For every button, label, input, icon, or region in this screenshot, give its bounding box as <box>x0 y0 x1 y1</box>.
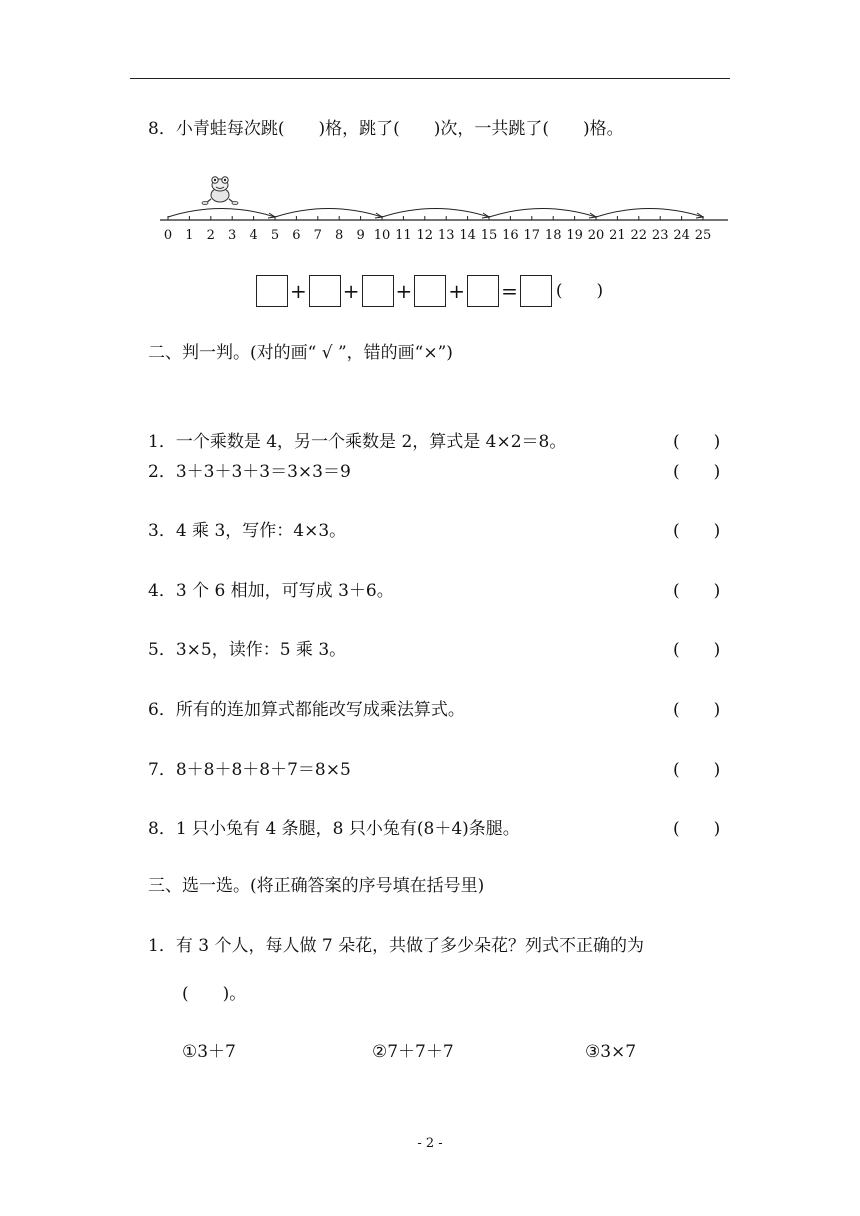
header-rule <box>130 78 730 79</box>
number-line <box>150 165 740 247</box>
tick-label: 6 <box>292 228 301 243</box>
tick-label: 7 <box>313 228 322 243</box>
jump-arc <box>275 209 382 218</box>
tick-label: 5 <box>270 228 280 243</box>
judge-answer-paren[interactable]: ( ) <box>673 581 721 601</box>
judge-answer-paren[interactable]: ( ) <box>673 700 721 720</box>
judge-item: 8．1 只小兔有 4 条腿，8 只小兔有(8＋4)条腿。 <box>148 819 520 839</box>
tick-label: 22 <box>630 228 648 243</box>
answer-box-5[interactable] <box>467 275 499 307</box>
option-3[interactable]: ③3×7 <box>585 1042 637 1062</box>
tick-label: 9 <box>356 228 365 243</box>
s3-q1-line1: 1．有 3 个人，每人做 7 朵花，共做了多少朵花？列式不正确的为 <box>148 936 645 956</box>
answer-box-4[interactable] <box>414 275 446 307</box>
judge-item: 1．一个乘数是 4，另一个乘数是 2，算式是 4×2＝8。 <box>148 432 567 452</box>
judge-item: 4．3 个 6 相加，可写成 3＋6。 <box>148 581 394 601</box>
jump-arc <box>168 209 275 218</box>
tick-label: 16 <box>502 228 519 243</box>
tick-label: 21 <box>609 228 626 243</box>
tick-label: 14 <box>459 228 476 243</box>
equation-row <box>256 273 603 309</box>
frog-icon <box>202 177 238 205</box>
plus-sign: + <box>395 279 413 303</box>
tick-label: 25 <box>694 228 712 243</box>
tick-label: 24 <box>673 228 690 243</box>
judge-answer-paren[interactable]: ( ) <box>673 521 721 541</box>
tick-label: 15 <box>480 228 498 243</box>
section2-title: 二、判一判。(对的画“ √ ”，错的画“×”) <box>148 343 453 363</box>
tick-label: 3 <box>228 228 237 243</box>
judge-answer-paren[interactable]: ( ) <box>673 640 721 660</box>
answer-box-1[interactable] <box>256 275 288 307</box>
judge-answer-paren[interactable]: ( ) <box>673 432 721 452</box>
plus-sign: + <box>342 279 360 303</box>
tick-label: 18 <box>544 228 562 243</box>
plus-sign: + <box>448 279 466 303</box>
answer-box-6[interactable] <box>520 275 552 307</box>
judge-item: 6．所有的连加算式都能改写成乘法算式。 <box>148 700 465 720</box>
tick-label: 17 <box>523 228 541 243</box>
tick-label: 11 <box>395 228 412 243</box>
tick-label: 19 <box>566 228 583 243</box>
s3-q1-line2[interactable]: ( )。 <box>182 984 247 1004</box>
answer-paren[interactable]: ( ) <box>555 281 604 301</box>
jump-arc <box>382 209 489 218</box>
tick-label: 10 <box>373 228 391 243</box>
page-number: - 2 - <box>417 1136 443 1151</box>
judge-answer-paren[interactable]: ( ) <box>673 819 721 839</box>
q8-text: 8．小青蛙每次跳( )格，跳了( )次，一共跳了( )格。 <box>148 119 624 139</box>
jump-arcs <box>168 209 703 219</box>
judge-item: 7．8＋8＋8＋8＋7＝8×5 <box>148 760 351 780</box>
tick-label: 13 <box>437 228 455 243</box>
option-1[interactable]: ①3＋7 <box>182 1042 236 1062</box>
tick-label: 23 <box>651 228 669 243</box>
answer-box-2[interactable] <box>309 275 341 307</box>
jump-arc <box>489 209 596 218</box>
plus-sign: + <box>290 279 307 303</box>
tick-label: 0 <box>163 228 173 243</box>
judge-answer-paren[interactable]: ( ) <box>673 462 721 482</box>
judge-answer-paren[interactable]: ( ) <box>673 760 721 780</box>
tick-label: 2 <box>206 228 215 243</box>
section3-title: 三、选一选。(将正确答案的序号填在括号里) <box>148 876 485 896</box>
tick-label: 12 <box>416 228 434 243</box>
jump-arc <box>596 209 703 218</box>
answer-box-3[interactable] <box>362 275 394 307</box>
tick-label: 8 <box>335 228 344 243</box>
judge-item: 5．3×5，读作：5 乘 3。 <box>148 640 347 660</box>
tick-label: 20 <box>587 228 605 243</box>
equals-sign: = <box>501 279 518 303</box>
judge-item: 2．3＋3＋3＋3＝3×3＝9 <box>148 462 351 482</box>
tick-label: 4 <box>249 228 258 243</box>
judge-item: 3．4 乘 3，写作：4×3。 <box>148 521 347 541</box>
tick-label: 1 <box>185 228 194 243</box>
option-2[interactable]: ②7＋7＋7 <box>372 1042 454 1062</box>
